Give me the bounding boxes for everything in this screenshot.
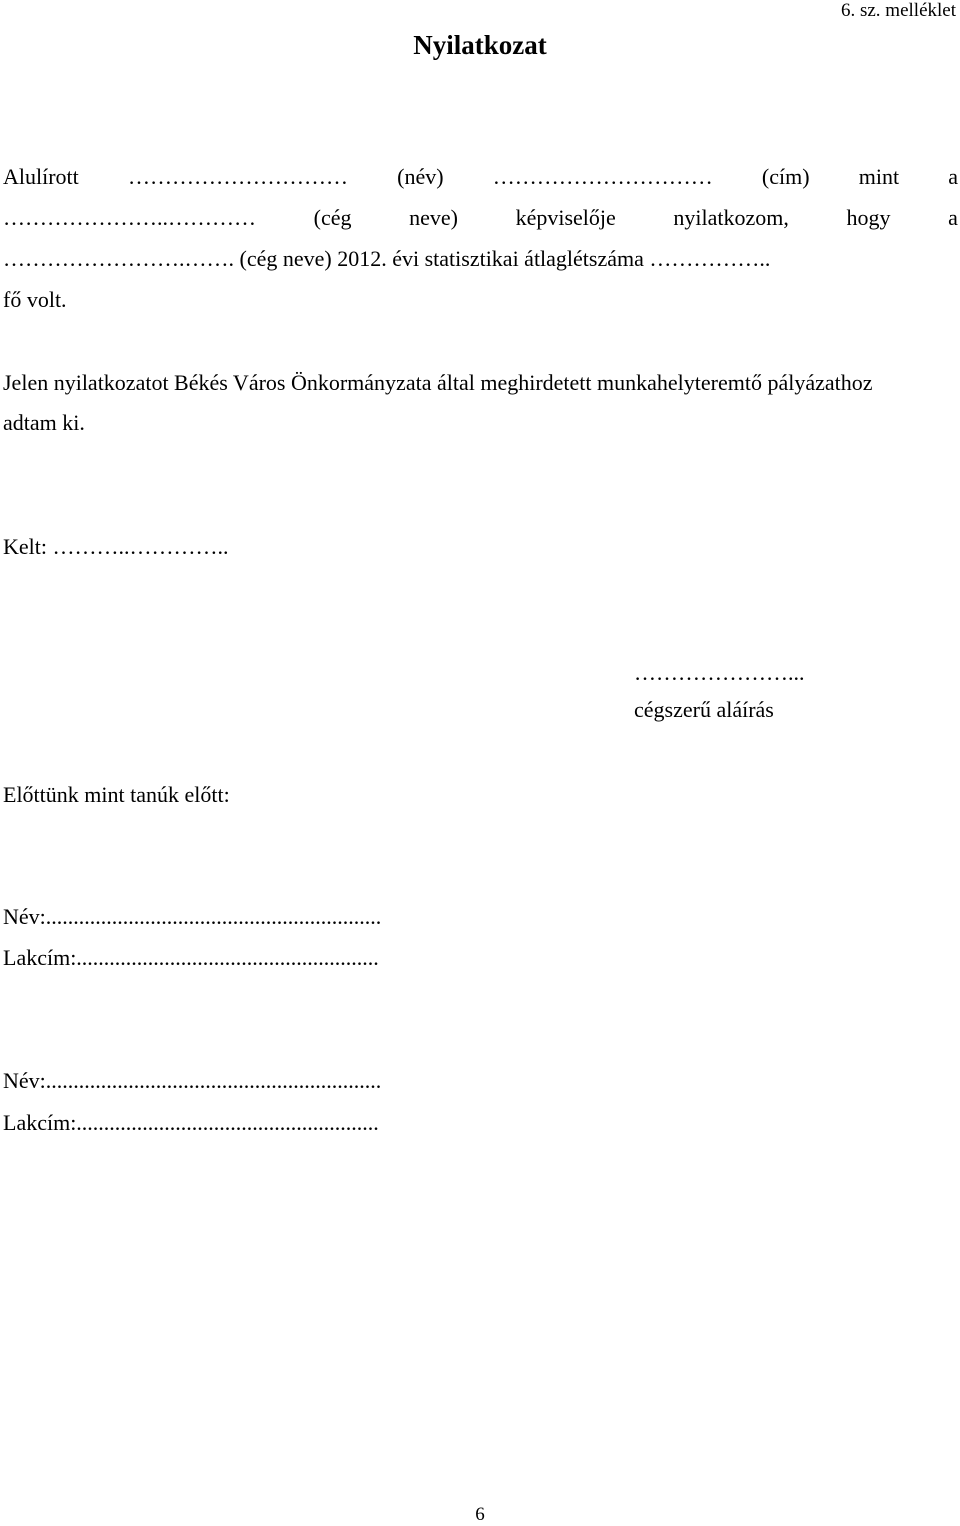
word: a [948,205,958,230]
company-blank: …………………..………… [3,205,256,230]
purpose-line-2: adtam ki. [3,410,85,435]
word: (cím) [761,164,810,189]
witness-1-address: Lakcím:....................................................... [3,945,379,970]
declaration-line-3: …………………….……. (cég neve) 2012. évi statisztikai átlaglétszáma …………….. [3,246,771,271]
date-field: Kelt: ………..………….. [3,534,229,559]
witnesses-heading: Előttünk mint tanúk előtt: [3,782,230,807]
declaration-line-4: fő volt. [3,287,67,312]
word: Alulírott [3,164,79,189]
word: mint [858,164,900,189]
signature-line: …………………... [634,660,805,685]
declaration-line-1 [3,164,958,190]
document-title: Nyilatkozat [413,30,547,60]
purpose-line-1: Jelen nyilatkozatot Békés Város Önkormányzata által meghirdetett munkahelyteremtő pályázathoz [3,370,873,395]
word: nyilatkozom, [673,205,789,230]
signature-label: cégszerű aláírás [634,697,774,722]
word: a [948,164,958,189]
declaration-line-2 [3,205,958,231]
word: (név) [397,164,444,189]
witness-1-name: Név:............................................................. [3,904,382,929]
page-number: 6 [475,1504,485,1525]
annex-label: 6. sz. melléklet [840,0,956,21]
witness-2-name: Név:............................................................. [3,1068,382,1093]
witness-2-address: Lakcím:....................................................... [3,1110,379,1135]
word: (cég [313,205,352,230]
address-blank: ………………………… [492,164,713,189]
word: neve) [409,205,458,230]
name-blank: ………………………… [127,164,348,189]
word: képviselője [515,205,616,230]
word: hogy [846,205,891,230]
